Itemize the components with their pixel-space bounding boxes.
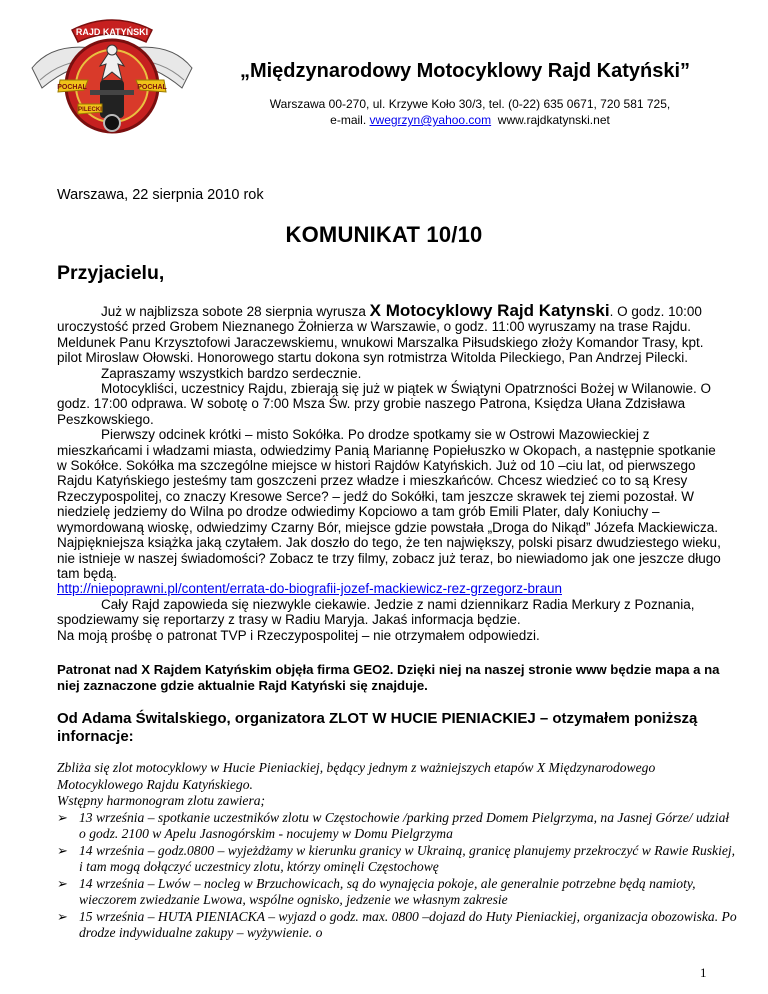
- film-link[interactable]: http://niepoprawni.pl/content/errata-do-biografii-jozef-mackiewicz-rez-grzegorz-braun: [57, 581, 562, 597]
- list-item-text: 14 września – Lwów – nocleg w Brzuchowicach, są do wynajęcia pokoje, ale generalnie potrzebne będą namioty, wieczorem zwiedzanie Lwowa, wspólne ognisko, jedzenie we własnym zakresie: [79, 875, 696, 907]
- document-title: „Międzynarodowy Motocyklowy Rajd Katyński”: [239, 60, 691, 82]
- list-item-text: 13 września – spotkanie uczestników zlotu w Częstochowie /parking przed Domem Pielgrzyma, na Jasnej Górze/ udział o godz. 2100 w Apelu Jasnogórskim - nocujemy w Domu Pielgrzyma: [79, 809, 730, 841]
- zlot-info: [57, 760, 737, 942]
- svg-text:POCHAL: POCHAL: [57, 84, 87, 91]
- schedule-list: [57, 810, 737, 942]
- paragraph-media: Cały Rajd zapowieda się niezwykle ciekawie. Jedzie z nami dziennikarz Radia Merkury z Poznania, spodziewamy się reportarzy z trasy w Radiu Maryja. Jakaś informacja będzie.: [57, 596, 695, 628]
- paragraph-patronage: Na moją prośbę o patronat TVP i Rzeczypospolitej – nie otrzymałem odpowiedzi.: [57, 627, 540, 643]
- paragraph-route: Pierwszy odcinek krótki – misto Sokółka. Po drodze spotkamy sie w Ostrowi Mazowieckiej z mieszkańcami i władzami miasta, odwiedzimy Panią Mariannę Popiełuszko w Okopach, a następnie spotkanie w Sokółce. Sokółka ma szczególne miejsce w histori Rajdów Katyńskich. Już od 10 –ciu lat, od pierwszego Rajdu Katyńskiego jesteśmy tam goszczeni przez władze i mieszkańców. Chcesz wiedzieć co to są Kresy Rzeczypospolitej, co znaczy Kresowe Serce? – jedź do Sokółki, tam jeszcze skrawek tej ziemi pozostał. W niedzielę jedziemy do Wilna po drodze odwiedimy Kopciowo a tam grób Emili Plater, daly Koniuchy – wymordowaną wioskę, odwiedzimy Czarny Bór, miejsce gdzie powstała „Droga do Nikąd” Józefa Mackiewicza. Najpiękniejsza książka jaką czytałem. Jak doszło do tego, że ten największy, polski pisarz dwudziestego wieku, nie istnieje w naszej świadomości? Zobacz te trzy filmy, zobacz już teraz, bo niewiadomo jak one jeszcze długo tam będą.: [57, 427, 721, 581]
- page-number: 1: [700, 965, 707, 980]
- arrow-bullet-icon: ➢: [57, 842, 68, 858]
- adam-heading: Od Adama Świtalskiego, organizatora ZLOT W HUCIE PIENIACKIEJ – otzymałem poniższą infornacje:: [57, 710, 698, 745]
- schedule-label: Wstępny harmonogram zlotu zawiera;: [57, 793, 266, 808]
- list-item-text: 15 września – HUTA PIENIACKA – wyjazd o godz. max. 0800 –dojazd do Huty Pieniackiej, organizacja obozowiska. Po drodze indywidualne zakupy – wyżywienie. o: [79, 908, 737, 940]
- paragraph-text: . O godz. 10:00 uroczystość przed Grobem Nieznanego Żołnierza w Warszawie, o godz. 11:00 wyruszamy na trase Rajdu. Meldunek Panu Krzysztofowi Jaraczewskiemu, wnukowi Marszalka Piłsudskiego złoży Komandor Trasy, kpt. pilot Miroslaw Ołowski. Honorowego startu dokona syn rotmistrza Witolda Pileckiego, Pan Andrzej Pilecki.: [57, 304, 704, 366]
- arrow-bullet-icon: ➢: [57, 875, 68, 891]
- website-text: www.rajdkatynski.net: [497, 113, 610, 127]
- list-item: [57, 810, 737, 843]
- rally-name: X Motocyklowy Rajd Katynski: [369, 301, 610, 320]
- geo2-notice: Patronat nad X Rajdem Katyńskim objęła firma GEO2. Dzięki niej na naszej stronie www będzie mapa a na niej zaznaczone gdzie aktualnie Rajd Katyński się znajduje.: [57, 662, 720, 693]
- address-line: Warszawa 00-270, ul. Krzywe Koło 30/3, tel. (0-22) 635 0671, 720 581 725,: [269, 97, 671, 111]
- paragraph-text: Już w najblizsza sobote 28 sierpnia wyrusza: [101, 304, 370, 319]
- letter-date: Warszawa, 22 sierpnia 2010 rok: [57, 187, 264, 203]
- rajd-logo: [22, 8, 202, 148]
- paragraph-invite: Zapraszamy wszystkich bardzo serdecznie.: [101, 365, 362, 381]
- list-item: [57, 909, 737, 942]
- arrow-bullet-icon: ➢: [57, 908, 68, 924]
- zlot-intro: Zbliża się zlot motocyklowy w Hucie Pieniackiej, będący jednym z ważniejszych etapów X Międzynarodowego Motocyklowego Rajdu Katyńskiego.: [57, 760, 656, 792]
- contact-line: [205, 113, 735, 127]
- film-link-line: [57, 581, 727, 596]
- logo-emblem-icon: [22, 8, 202, 148]
- greeting: Przyjacielu,: [57, 262, 165, 284]
- email-label: e-mail.: [330, 113, 367, 127]
- letter-body: [57, 303, 727, 643]
- svg-text:RAJD KATYŃSKI: RAJD KATYŃSKI: [75, 27, 149, 37]
- paragraph-start: [57, 303, 727, 366]
- svg-text:POCHAL: POCHAL: [137, 84, 167, 91]
- komunikat-heading: KOMUNIKAT 10/10: [285, 222, 483, 247]
- svg-text:PILECKI: PILECKI: [78, 107, 102, 113]
- paragraph-gathering: Motocykliści, uczestnicy Rajdu, zbierają się już w piątek w Świątyni Opatrzności Bożej w Wilanowie. O godz. 17:00 odprawa. W sobotę o 7:00 Msza Św. przy grobie naszego Patrona, Księdza Ułana Zdzisława Peszkowskiego.: [57, 381, 711, 427]
- arrow-bullet-icon: ➢: [57, 809, 68, 825]
- list-item: [57, 876, 737, 909]
- email-link[interactable]: vwegrzyn@yahoo.com: [369, 113, 492, 127]
- list-item-text: 14 września – godz.0800 – wyjeżdżamy w kierunku granicy w Ukrainą, granicę planujemy przekroczyć w Rawie Ruskiej, i tam mogą dołączyć uczestnicy zlotu, którzy ominęli Częstochowę: [79, 842, 736, 874]
- list-item: [57, 843, 737, 876]
